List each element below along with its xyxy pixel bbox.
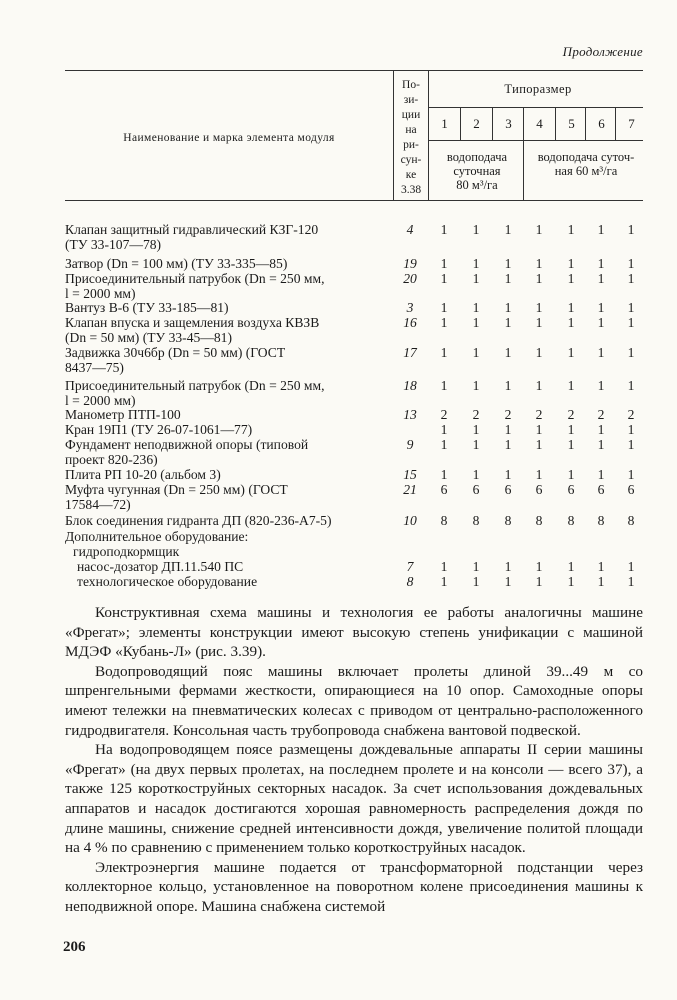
row-value: 1 <box>627 345 635 360</box>
pos-header-line: По- <box>402 79 420 91</box>
size-number: 1 <box>441 116 448 131</box>
pos-header-line: зи- <box>403 94 419 106</box>
row-value: 1 <box>472 271 480 286</box>
row-name-line: Клапан впуска и защемления воздуха КВЗВ <box>65 315 320 330</box>
row-value: 1 <box>440 467 448 482</box>
row-name <box>65 345 395 375</box>
column-header-position <box>394 78 428 198</box>
row-value: 1 <box>627 422 635 437</box>
row-value: 1 <box>627 467 635 482</box>
row-position: 9 <box>406 437 414 452</box>
table-header-bottom-rule <box>65 200 643 201</box>
row-value: 1 <box>597 345 605 360</box>
header-rule-1 <box>429 107 643 108</box>
row-position: 19 <box>403 256 417 271</box>
size-number: 5 <box>568 116 575 131</box>
row-value: 1 <box>535 300 543 315</box>
row-name <box>65 422 395 437</box>
row-name <box>77 574 407 589</box>
size-number: 6 <box>598 116 605 131</box>
row-value: 1 <box>472 574 480 589</box>
row-value: 1 <box>567 256 575 271</box>
row-value: 2 <box>567 407 575 422</box>
row-value: 1 <box>440 271 448 286</box>
row-name <box>65 529 395 544</box>
row-value: 1 <box>567 467 575 482</box>
row-value: 1 <box>627 559 635 574</box>
row-value: 1 <box>597 271 605 286</box>
row-name-line: (ТУ 33-107—78) <box>65 237 162 252</box>
row-value: 8 <box>567 513 575 528</box>
continuation-note: Продолжение <box>562 44 643 59</box>
row-position: 8 <box>406 574 414 589</box>
row-value: 1 <box>567 345 575 360</box>
row-name-line: проект 820-236) <box>65 452 158 467</box>
row-value: 1 <box>535 345 543 360</box>
column-header-size: Типоразмер <box>504 82 572 96</box>
row-name <box>65 513 395 528</box>
row-value: 1 <box>535 574 543 589</box>
row-name-line: (Dn = 50 мм) (ТУ 33-45—81) <box>65 330 233 345</box>
row-value: 1 <box>597 378 605 393</box>
row-value: 1 <box>627 574 635 589</box>
row-name-line: Кран 19П1 (ТУ 26-07-1061—77) <box>65 422 253 437</box>
row-name-line: Вантуз В-6 (ТУ 33-185—81) <box>65 300 229 315</box>
row-position: 18 <box>403 378 417 393</box>
row-name <box>65 378 395 408</box>
row-name-line: технологическое оборудование <box>77 574 258 589</box>
row-name <box>73 544 403 559</box>
row-position: 21 <box>403 482 417 497</box>
table-top-rule <box>65 70 643 71</box>
row-value: 1 <box>567 378 575 393</box>
row-value: 8 <box>597 513 605 528</box>
row-value: 1 <box>440 437 448 452</box>
paragraph: Электроэнергия машине подается от трансформаторной подстанции через коллекторное кольцо, установленное на поворотном колене присоединения машины к неподвижной опоре. Машина снабжена системой <box>65 858 643 915</box>
row-value: 1 <box>627 315 635 330</box>
pos-header-line: ции <box>401 109 421 121</box>
row-value: 1 <box>440 315 448 330</box>
row-value: 1 <box>440 222 448 237</box>
header-line: ная 60 м³/га <box>554 164 618 178</box>
row-value: 1 <box>567 271 575 286</box>
row-value: 1 <box>567 222 575 237</box>
row-value: 1 <box>472 378 480 393</box>
row-value: 1 <box>504 559 512 574</box>
paragraph: На водопроводящем поясе размещены дождевальные аппараты II серии машины «Фрегат» (на двух первых пролетах, на последнем пролете и на консоли — всего 37), а также 125 короткоструйных секторных насадок. За счет использования дождевальных аппаратов и насадок достигаются хорошая равномерность распределения дождя по длине машины, снижение средней интенсивности дождя, увеличение политой площади на 4 % по сравнению с применением только короткоструйных насадок. <box>65 741 643 857</box>
row-value: 1 <box>567 574 575 589</box>
pos-header-line: 3.38 <box>400 184 422 196</box>
row-name <box>65 256 395 271</box>
row-name-line: l = 2000 мм) <box>65 393 136 408</box>
row-value: 1 <box>472 437 480 452</box>
row-value: 1 <box>597 559 605 574</box>
row-value: 1 <box>472 256 480 271</box>
row-value: 1 <box>535 378 543 393</box>
row-position: 15 <box>403 467 417 482</box>
header-line: 80 м³/га <box>456 178 498 192</box>
row-value: 1 <box>567 437 575 452</box>
pos-header-line: ке <box>405 169 417 181</box>
size-number: 2 <box>473 116 480 131</box>
row-name <box>65 300 395 315</box>
row-value: 1 <box>504 345 512 360</box>
row-name-line: насос-дозатор ДП.11.540 ПС <box>77 559 244 574</box>
row-name-line: Клапан защитный гидравлический КЗГ-120 <box>65 222 319 237</box>
row-value: 1 <box>535 315 543 330</box>
row-value: 6 <box>440 482 448 497</box>
row-name <box>77 559 407 574</box>
row-name-line: 8437—75) <box>65 360 124 375</box>
row-position: 17 <box>403 345 417 360</box>
row-value: 1 <box>504 378 512 393</box>
row-value: 1 <box>627 300 635 315</box>
row-value: 2 <box>627 407 635 422</box>
size-number: 3 <box>505 116 512 131</box>
water-supply-80 <box>432 150 522 192</box>
row-value: 1 <box>504 271 512 286</box>
row-position: 3 <box>406 300 414 315</box>
row-value: 1 <box>504 300 512 315</box>
paragraph: Водопроводящий пояс машины включает пролеты длиной 39...49 м со шпренгельными фермами жесткости, опирающиеся на 10 опор. Самоходные опоры имеют тележки на пневматических колесах с приводом от центрально-расположенного гидродвигателя. Консольная часть трубопровода снабжена вантовой подвеской. <box>65 662 643 739</box>
row-position: 7 <box>406 559 414 574</box>
row-value: 2 <box>440 407 448 422</box>
row-value: 1 <box>535 256 543 271</box>
row-value: 1 <box>440 345 448 360</box>
pos-header-line: сун- <box>400 154 422 166</box>
row-value: 1 <box>597 574 605 589</box>
row-value: 1 <box>535 222 543 237</box>
row-value: 1 <box>440 559 448 574</box>
row-value: 2 <box>597 407 605 422</box>
row-value: 2 <box>535 407 543 422</box>
column-header-name: Наименование и марка элемента модуля <box>123 132 335 144</box>
row-value: 1 <box>567 422 575 437</box>
header-line: суточная <box>453 164 501 178</box>
row-name-line: Муфта чугунная (Dn = 250 мм) (ГОСТ <box>65 482 288 497</box>
row-name <box>65 222 395 252</box>
row-value: 1 <box>567 315 575 330</box>
row-value: 1 <box>627 271 635 286</box>
row-value: 1 <box>567 300 575 315</box>
row-position: 16 <box>403 315 417 330</box>
row-name-line: Плита РП 10-20 (альбом 3) <box>65 467 221 482</box>
row-value: 1 <box>535 467 543 482</box>
row-name-line: Присоединительный патрубок (Dn = 250 мм, <box>65 378 325 393</box>
row-value: 1 <box>535 271 543 286</box>
row-name-line: гидроподкормщик <box>73 544 180 559</box>
row-value: 1 <box>597 256 605 271</box>
row-value: 1 <box>440 256 448 271</box>
row-value: 6 <box>504 482 512 497</box>
row-value: 1 <box>597 315 605 330</box>
row-value: 6 <box>627 482 635 497</box>
row-value: 1 <box>567 559 575 574</box>
row-value: 8 <box>504 513 512 528</box>
paragraph: Конструктивная схема машины и технология ее работы аналогичны машине «Фрегат»; элементы конструкции имеют высокую степень унификации с машиной МДЭФ «Кубань-Л» (рис. 3.39). <box>65 604 643 661</box>
header-line: водоподача суточ- <box>537 150 635 164</box>
row-name-line: Затвор (Dn = 100 мм) (ТУ 33-335—85) <box>65 256 288 271</box>
row-name <box>65 482 395 512</box>
row-value: 1 <box>627 256 635 271</box>
row-position: 10 <box>403 513 417 528</box>
row-name <box>65 315 395 345</box>
row-value: 1 <box>597 467 605 482</box>
row-value: 1 <box>535 437 543 452</box>
row-value: 1 <box>597 300 605 315</box>
row-name-line: Блок соединения гидранта ДП (820-236-А7-5) <box>65 513 332 528</box>
body-text <box>65 603 643 917</box>
row-value: 1 <box>504 422 512 437</box>
row-value: 8 <box>440 513 448 528</box>
row-position: 20 <box>403 271 417 286</box>
row-value: 1 <box>627 437 635 452</box>
row-value: 1 <box>440 378 448 393</box>
row-value: 1 <box>627 222 635 237</box>
row-value: 1 <box>597 422 605 437</box>
row-value: 1 <box>472 422 480 437</box>
pos-header-line: на <box>405 124 417 136</box>
row-value: 8 <box>535 513 543 528</box>
row-name-line: Задвижка 30ч6бр (Dn = 50 мм) (ГОСТ <box>65 345 286 360</box>
page-number: 206 <box>63 939 86 955</box>
row-position: 13 <box>403 407 417 422</box>
row-value: 1 <box>627 378 635 393</box>
row-value: 1 <box>504 574 512 589</box>
row-value: 1 <box>472 222 480 237</box>
row-value: 6 <box>472 482 480 497</box>
row-value: 1 <box>472 315 480 330</box>
row-value: 2 <box>504 407 512 422</box>
row-value: 1 <box>597 437 605 452</box>
row-name-line: Дополнительное оборудование: <box>65 529 249 544</box>
water-supply-60 <box>526 150 646 178</box>
pos-header-line: ри- <box>403 139 419 151</box>
row-value: 1 <box>535 559 543 574</box>
header-rule-2 <box>429 140 643 141</box>
row-value: 8 <box>472 513 480 528</box>
row-value: 1 <box>504 437 512 452</box>
row-value: 1 <box>472 345 480 360</box>
row-name-line: Манометр ПТП-100 <box>65 407 181 422</box>
row-value: 6 <box>535 482 543 497</box>
row-position: 4 <box>406 222 414 237</box>
row-value: 1 <box>504 467 512 482</box>
row-name <box>65 271 395 301</box>
row-value: 1 <box>504 256 512 271</box>
row-value: 1 <box>504 315 512 330</box>
row-name-line: Присоединительный патрубок (Dn = 250 мм, <box>65 271 325 286</box>
row-name <box>65 407 395 422</box>
row-name-line: l = 2000 мм) <box>65 286 136 301</box>
row-value: 1 <box>504 222 512 237</box>
row-value: 1 <box>597 222 605 237</box>
row-value: 6 <box>567 482 575 497</box>
row-value: 1 <box>472 467 480 482</box>
row-name-line: Фундамент неподвижной опоры (типовой <box>65 437 309 452</box>
row-value: 1 <box>440 422 448 437</box>
size-number: 4 <box>536 116 543 131</box>
row-name-line: 17584—72) <box>65 497 131 512</box>
row-value: 1 <box>472 300 480 315</box>
row-value: 1 <box>440 300 448 315</box>
row-value: 8 <box>627 513 635 528</box>
row-value: 1 <box>535 422 543 437</box>
header-line: водоподача <box>446 150 508 164</box>
size-number: 7 <box>628 116 635 131</box>
row-value: 1 <box>472 559 480 574</box>
row-value: 6 <box>597 482 605 497</box>
row-name <box>65 467 395 482</box>
row-value: 1 <box>440 574 448 589</box>
row-name <box>65 437 395 467</box>
row-value: 2 <box>472 407 480 422</box>
